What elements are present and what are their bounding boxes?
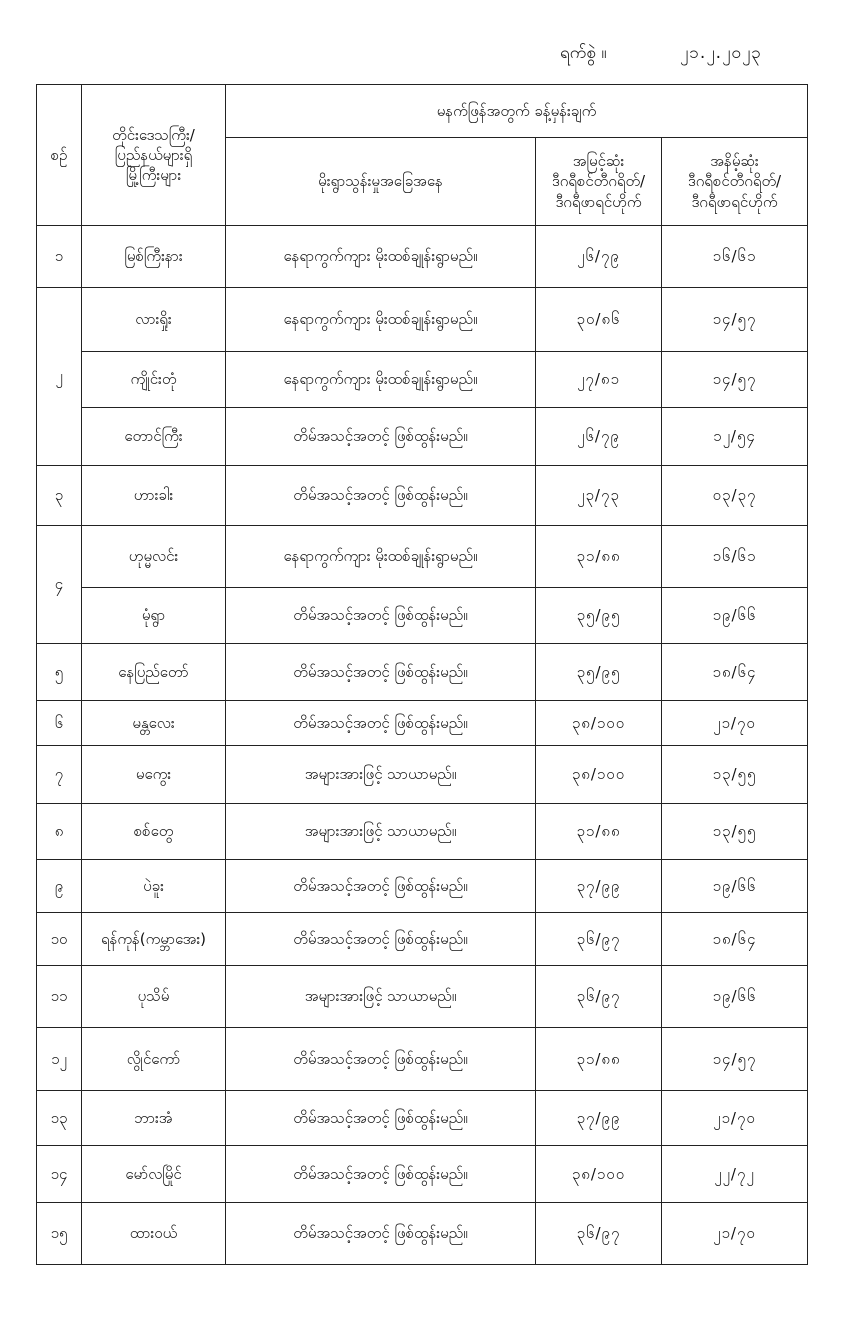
table-row [37, 466, 808, 526]
row-city: မကွေး [82, 746, 226, 804]
row-city: တောင်ကြီး [82, 408, 226, 466]
row-max-temp: ၂၆/၇၉ [536, 408, 662, 466]
row-serial-no: ၁၁ [37, 966, 82, 1028]
row-max-temp: ၃၈/၁၀၀ [536, 701, 662, 746]
table-row [37, 1146, 808, 1203]
row-min-temp: ၂၁/၇၀ [662, 1091, 808, 1146]
row-min-temp: ၁၄/၅၇ [662, 352, 808, 408]
header-row [37, 85, 808, 138]
row-min-temp: ၁၉/၆၆ [662, 966, 808, 1028]
row-min-temp: ၁၉/၆၆ [662, 860, 808, 913]
row-serial-no: ၄ [37, 526, 82, 644]
row-city: လွိုင်ကော် [82, 1028, 226, 1091]
row-condition: တိမ်အသင့်အတင့် ဖြစ်ထွန်းမည်။ [226, 644, 536, 701]
row-min-temp: ၀၃/၃၇ [662, 466, 808, 526]
table-row [37, 352, 808, 408]
table-row [37, 913, 808, 966]
table-row [37, 408, 808, 466]
row-max-temp: ၂၇/၈၁ [536, 352, 662, 408]
row-min-temp: ၁၄/၅၇ [662, 1028, 808, 1091]
row-max-temp: ၃၆/၉၇ [536, 966, 662, 1028]
header-condition: မိုးရွာသွန်းမှုအခြေအနေ [226, 138, 536, 226]
row-condition: အများအားဖြင့် သာယာမည်။ [226, 746, 536, 804]
table-row [37, 644, 808, 701]
row-city: မန္တလေး [82, 701, 226, 746]
row-condition: တိမ်အသင့်အတင့် ဖြစ်ထွန်းမည်။ [226, 701, 536, 746]
row-max-temp: ၃၀/၈၆ [536, 288, 662, 352]
row-condition: တိမ်အသင့်အတင့် ဖြစ်ထွန်းမည်။ [226, 1203, 536, 1265]
row-city: ဟုမ္မလင်း [82, 526, 226, 588]
header-max-temp: အမြင့်ဆုံး ဒီဂရီစင်တီဂရိတ်/ ဒီဂရီဖာရင်ဟိုက် [536, 138, 662, 226]
row-serial-no: ၉ [37, 860, 82, 913]
row-serial-no: ၆ [37, 701, 82, 746]
date-value: ၂၁.၂.၂၀၂၃ [680, 43, 762, 63]
row-condition: တိမ်အသင့်အတင့် ဖြစ်ထွန်းမည်။ [226, 860, 536, 913]
table-row [37, 804, 808, 860]
row-serial-no: ၅ [37, 644, 82, 701]
date-line [560, 42, 800, 72]
row-city: ဘားအံ [82, 1091, 226, 1146]
row-serial-no: ၂ [37, 288, 82, 466]
row-condition: တိမ်အသင့်အတင့် ဖြစ်ထွန်းမည်။ [226, 466, 536, 526]
row-condition: အများအားဖြင့် သာယာမည်။ [226, 966, 536, 1028]
row-condition: တိမ်အသင့်အတင့် ဖြစ်ထွန်းမည်။ [226, 588, 536, 644]
row-city: ပုသိမ် [82, 966, 226, 1028]
table-row [37, 746, 808, 804]
row-max-temp: ၃၁/၈၈ [536, 804, 662, 860]
row-condition: တိမ်အသင့်အတင့် ဖြစ်ထွန်းမည်။ [226, 1091, 536, 1146]
row-condition: တိမ်အသင့်အတင့် ဖြစ်ထွန်းမည်။ [226, 1146, 536, 1203]
row-serial-no: ၁၂ [37, 1028, 82, 1091]
row-serial-no: ၃ [37, 466, 82, 526]
table-row [37, 288, 808, 352]
row-max-temp: ၃၁/၈၈ [536, 526, 662, 588]
row-max-temp: ၃၇/၉၉ [536, 1091, 662, 1146]
row-condition: တိမ်အသင့်အတင့် ဖြစ်ထွန်းမည်။ [226, 408, 536, 466]
row-serial-no: ၁၀ [37, 913, 82, 966]
row-max-temp: ၃၁/၈၈ [536, 1028, 662, 1091]
row-min-temp: ၁၈/၆၄ [662, 913, 808, 966]
row-serial-no: ၇ [37, 746, 82, 804]
row-city: ထားဝယ် [82, 1203, 226, 1265]
row-max-temp: ၃၆/၉၇ [536, 913, 662, 966]
row-min-temp: ၁၉/၆၆ [662, 588, 808, 644]
row-city: ဟားခါး [82, 466, 226, 526]
row-min-temp: ၁၈/၆၄ [662, 644, 808, 701]
row-max-temp: ၂၆/၇၉ [536, 226, 662, 288]
table-row [37, 226, 808, 288]
row-min-temp: ၂၁/၇၀ [662, 1203, 808, 1265]
forecast-table [36, 84, 808, 1265]
table-row [37, 1028, 808, 1091]
row-serial-no: ၁၃ [37, 1091, 82, 1146]
table-row [37, 860, 808, 913]
table-row [37, 701, 808, 746]
row-min-temp: ၁၂/၅၄ [662, 408, 808, 466]
header-forecast-group: မနက်ဖြန်အတွက် ခန့်မှန်းချက် [226, 85, 808, 138]
row-condition: နေရာကွက်ကျား မိုးထစ်ချုန်းရွာမည်။ [226, 226, 536, 288]
row-condition: နေရာကွက်ကျား မိုးထစ်ချုန်းရွာမည်။ [226, 288, 536, 352]
row-city: မော်လမြိုင် [82, 1146, 226, 1203]
row-city: ကျိုင်းတုံ [82, 352, 226, 408]
row-condition: တိမ်အသင့်အတင့် ဖြစ်ထွန်းမည်။ [226, 1028, 536, 1091]
row-city: မုံရွာ [82, 588, 226, 644]
row-city: မြစ်ကြီးနား [82, 226, 226, 288]
row-min-temp: ၁၆/၆၁ [662, 526, 808, 588]
row-serial-no: ၈ [37, 804, 82, 860]
row-max-temp: ၃၅/၉၅ [536, 644, 662, 701]
row-min-temp: ၂၂/၇၂ [662, 1146, 808, 1203]
table-row [37, 588, 808, 644]
table-row [37, 1203, 808, 1265]
table-row [37, 966, 808, 1028]
row-max-temp: ၃၇/၉၉ [536, 860, 662, 913]
row-city: ပဲခူး [82, 860, 226, 913]
row-condition: တိမ်အသင့်အတင့် ဖြစ်ထွန်းမည်။ [226, 913, 536, 966]
row-serial-no: ၁ [37, 226, 82, 288]
row-condition: နေရာကွက်ကျား မိုးထစ်ချုန်းရွာမည်။ [226, 352, 536, 408]
row-min-temp: ၁၃/၅၅ [662, 804, 808, 860]
row-min-temp: ၁၆/၆၁ [662, 226, 808, 288]
row-city: စစ်တွေ [82, 804, 226, 860]
row-min-temp: ၂၁/၇၀ [662, 701, 808, 746]
row-serial-no: ၁၄ [37, 1146, 82, 1203]
row-max-temp: ၃၈/၁၀၀ [536, 746, 662, 804]
table-row [37, 1091, 808, 1146]
row-serial-no: ၁၅ [37, 1203, 82, 1265]
table-row [37, 526, 808, 588]
row-condition: အများအားဖြင့် သာယာမည်။ [226, 804, 536, 860]
row-city: လားရှိုး [82, 288, 226, 352]
row-city: ရန်ကုန်(ကမ္ဘာအေး) [82, 913, 226, 966]
row-city: နေပြည်တော် [82, 644, 226, 701]
header-min-temp: အနိမ့်ဆုံး ဒီဂရီစင်တီဂရိတ်/ ဒီဂရီဖာရင်ဟိုက် [662, 138, 808, 226]
date-label: ရက်စွဲ ။ [560, 43, 607, 63]
row-max-temp: ၃၅/၉၅ [536, 588, 662, 644]
header-serial-no: စဉ် [37, 85, 82, 226]
row-max-temp: ၃၆/၉၇ [536, 1203, 662, 1265]
row-condition: နေရာကွက်ကျား မိုးထစ်ချုန်းရွာမည်။ [226, 526, 536, 588]
row-min-temp: ၁၄/၅၇ [662, 288, 808, 352]
row-max-temp: ၂၃/၇၃ [536, 466, 662, 526]
row-max-temp: ၃၈/၁၀၀ [536, 1146, 662, 1203]
row-min-temp: ၁၃/၅၅ [662, 746, 808, 804]
header-city: တိုင်းဒေသကြီး/ ပြည်နယ်များရှိ မြို့ကြီးများ [82, 85, 226, 226]
